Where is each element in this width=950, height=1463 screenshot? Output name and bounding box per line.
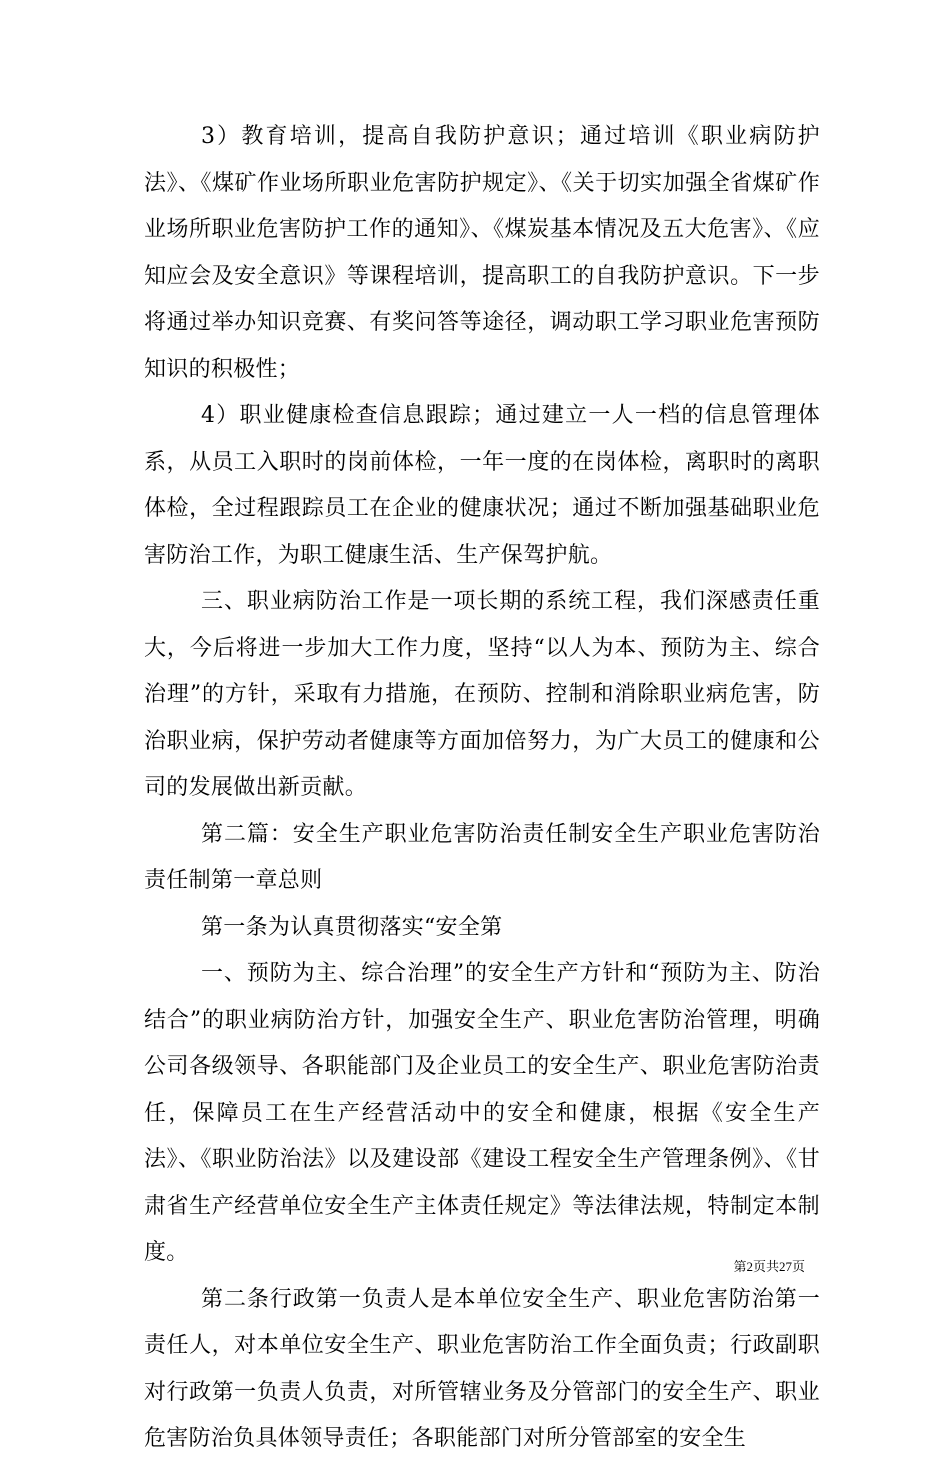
paragraph-section-3: 三、职业病防治工作是一项长期的系统工程，我们深感责任重大，今后将进一步加大工作力度，坚持“以人为本、预防为主、综合治理”的方针，采取有力措施，在预防、控制和消除职业病危害，防治职业病，保护劳动者健康等方面加倍努力，为广大员工的健康和公司的发展做出新贡献。 [144, 589, 820, 800]
current-page-number: 2 [746, 1259, 753, 1274]
footer-middle: 页共 [752, 1260, 779, 1275]
document-body [144, 114, 820, 1463]
paragraph-article-1-body: 一、预防为主、综合治理”的安全生产方针和“预防为主、防治结合”的职业病防治方针，加强安全生产、职业危害防治管理，明确公司各级领导、各职能部门及企业员工的安全生产、职业危害防治责任，保障员工在生产经营活动中的安全和健康，根据《安全生产法》、《职业防治法》以及建设部《建设工程安全生产管理条例》、《甘肃省生产经营单位安全生产主体责任规定》等法律法规，特制定本制度。 [144, 961, 820, 1265]
paragraph-item-4-health-check: 4）职业健康检查信息跟踪；通过建立一人一档的信息管理体系，从员工入职时的岗前体检，一年一度的在岗体检，离职时的离职体检，全过程跟踪员工在企业的健康状况；通过不断加强基础职业危害防治工作，为职工健康生活、生产保驾护航。 [144, 403, 820, 568]
paragraph-part-2-title: 第二篇：安全生产职业危害防治责任制安全生产职业危害防治责任制第一章总则 [144, 821, 820, 893]
paragraph-article-1-start: 第一条为认真贯彻落实“安全第 [201, 914, 503, 940]
page-number-footer [733, 1258, 805, 1277]
paragraph-item-3-education: 3）教育培训，提高自我防护意识；通过培训《职业病防护法》、《煤矿作业场所职业危害防护规定》、《关于切实加强全省煤矿作业场所职业危害防护工作的通知》、《煤炭基本情况及五大危害》、《应知应会及安全意识》等课程培训，提高职工的自我防护意识。下一步将通过举办知识竞赛、有奖问答等途径，调动职工学习职业危害预防知识的积极性； [144, 124, 820, 382]
total-page-count: 27 [778, 1259, 792, 1274]
paragraph-article-2: 第二条行政第一负责人是本单位安全生产、职业危害防治第一责任人，对本单位安全生产、职业危害防治工作全面负责；行政副职对行政第一负责人负责，对所管辖业务及分管部门的安全生产、职业危害防治负具体领导责任；各职能部门对所分管部室的安全生 [144, 1286, 820, 1451]
footer-prefix: 第 [733, 1260, 747, 1275]
footer-suffix: 页 [791, 1260, 805, 1275]
